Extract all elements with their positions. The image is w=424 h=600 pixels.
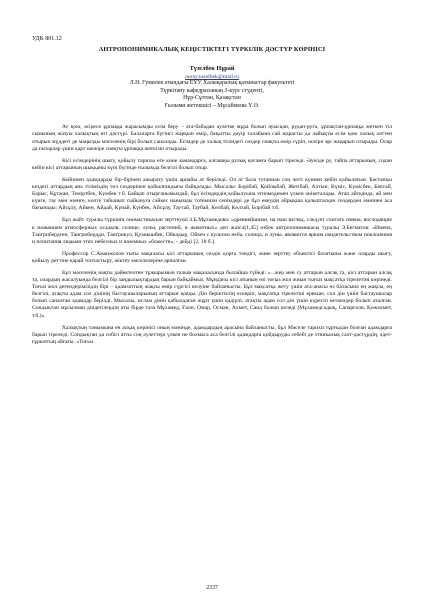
paragraph-5: Профессор С.Аманжолов тығы мақаласы кісі аттарының сөздік қорға тәндігі, және зерттеу объектісі болатыны және оларды шығу, қойылу реттіне қарай топтастыру, жіктеу мәселелеріне арналған.: [32, 250, 392, 264]
udk-code: УДК 801.12: [32, 36, 62, 42]
author-affiliation-1: Л.Н. Гумилев атындағы ЕҰУ Халықаралық қатынастар факультеті: [129, 80, 295, 86]
paragraph-2: Кісі есімдерінің шығу, қойылу тарихы өте көне замандарға, алғашқы рулық қоғамға барып тіреледі. Әуелде ру, тайпа аттарының, содан кейін кісі аттарының шыққаны күні бүгінде ғылымда белгілі болып отыр.: [32, 157, 392, 171]
author-email-link[interactable]: nuray.tuzelbek@mail.ru: [185, 74, 239, 80]
article-body: [32, 124, 392, 346]
page-number: 2337: [206, 585, 218, 591]
paragraph-3: Кейіннен адамдарды бір-бірінен ажырату үшін арнайы ат беріледі. Ол ат бала туғаннан соң жеті күннен кейін қойылатын. Бастапқы кездегі аттардың ана тіліміздің төл сөздерінен қойылғандығы байқалады. Мысалы: Борібай, Қойлыбай, Жетібай, Алтын, Күміс, Күмісбек, Бектай, Барыс, Құтжан, Теміртбек, Күмбек т.б. Байқап отырғанымыздай, бұл есімдердің қойылуына этномодемен үлкен әнікеталады. Атап айтқанда, ай мен күнге, тау мен өзенге, көлге табынып сыйынуға сәйкес нанымды тотемизм сенімдері де бұл екеудің айрықша қалыптасқан сөздерден мәнінен аса бағынады: Айсұлу, Айкен, Айдай, Күнай, Күнбек, Айсұлу, Таутай, Таубай, Көлбай, Көлтай, Борібай т.б.: [32, 176, 392, 212]
paragraph-7: Халықтың танымына ен асқақ көрінісі оның мәнінде, адамдардың арасына байланысты, бұл Мәселе тарихи тұрғыдан болған адамдарға барып тіреледі. Сондықтан да сөбігі атты соң әулеттері үлкен не болмаса аса белгілі адамдарға қойдыруды себебі де этникалық салт-дәстүрдің, әдет-ғұрыптың айғағы. «Тоғыз: [32, 324, 392, 345]
paragraph-4: Бұл жайт туралы түркінің ономастикасын зерттеуші З.Б.Мұхамедова: «древнейшими, на наш взгляд, следует считать имена, восходящие к названиям атмосферных осадков, солнце, луны, растений, и животных» деп жазса[1,45] өзбек антропонимикасы туралы Э.Бегматов: «Имена, Тангрибердген, Тангрибердди, Тангрикул, Қуанышбек, Ойкадыр, Ойкеч с культом неба, солнца, и луны, являются ярким свидетельством поклонения и почитания людьми этих небесных и наземных «божеств», - дейді [2, 18 б.].: [32, 217, 392, 245]
article-title: АНТРОПОНИМИКАЛЫҚ КЕҢІСТІКТЕГІ ТҮРКІЛІК ДӘСТҮР КӨРІНІСІ: [98, 46, 326, 53]
author-affiliation-3: Нұр-Сұлтан, Қазақстан: [183, 95, 241, 102]
author-name: Түзелбек Нұрай: [189, 65, 235, 72]
author-affiliation-4: Ғылыми жетекшісі – Мұсабекова Ү.Ә.: [164, 102, 260, 109]
paragraph-6: Бұл мәселенің нақты дәйектелген тұжырымын ғалым мақаласында былайша түйеді: «...жер мен су аттарын алсақ та, кісі аттарын алсақ та, олардың жасалуында белгілі бір заңдылықтардың барын байқаймыз. Мұндағы кісі атының өзі тоғыз жол жиын тығыз мақсатқа тірелетіні көрінеді. Тоғыз жол дегендерімізідің бірі – адамзаттың жақсы өмір сүргісі келуіне байланысты. Бұл мақсатқа жету үшін ата-анасы өз баласына ең жақсы, ең белгілі, атақты адам сол дінінің бастаушыларының аттарын қояды. Дін беріктіктің ескеріп, мақсатқа тірелетіні ерекше, сол дін үшін бастаушылар болып саналған адамдар берілді. Мысалы, ислам дінін қабылдаған жұрт үшін қадірлі, атақты адам сол дін үшін күресіп кеткендер болып аталған. Сондықтан мұсылман діндегілердің аты бірде таза Мұхамед, Ғали, Омар, Осман, Ахмет, Саид болып келеді (Мұхамедсадық, Сапарғали, Қожахмет, т.б.)».: [32, 269, 392, 319]
author-affiliation-2: Түркітану кафедрасының 3-курс студенті,: [160, 87, 264, 94]
paragraph-1: Ат қою, әсіресе ұрпаққа жарасымды есім беру – ата-бабадан әулетке мұра болып ауысқан, рудан-руға, ұрпақтан-ұрпаққа жеткен тіл сымының жазуы халықтың игі дәстүрі. Балаларға бүгінгі жарқын өмір, бақытты дәуір талабына сай жарасты да лайықты есім қою халық әлттен отырып мүддеті де маңызды мәселенің бірі болып саналады. Есімдер де халық тіліндегі сөздер сияқты өмір сүріп, өскірп әрі жаңарып отырады. Олар да ғасырлар үшін қарт шежіре сияқты ұрпаққа жеткізіп отырады.: [32, 124, 392, 152]
